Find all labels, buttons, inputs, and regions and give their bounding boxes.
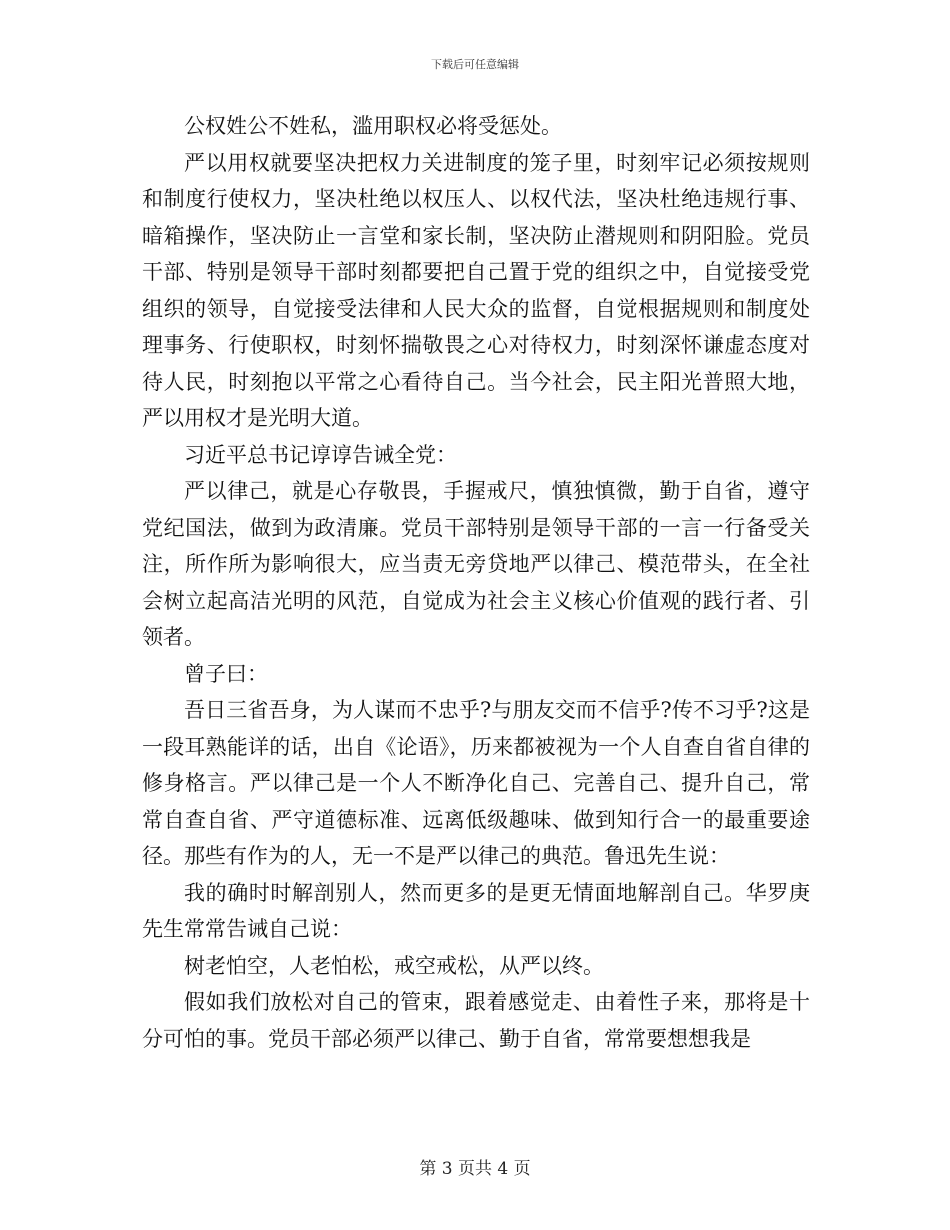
paragraph: 曾子曰： <box>184 661 268 686</box>
page-header: 下载后可任意编辑 <box>431 58 519 71</box>
paragraph: 严以用权就要坚决把权力关进制度的笼子里，时刻牢记必须按规则和制度行使权力，坚决杜绝以权压人、以权代法，坚决杜绝违规行事、暗箱操作，坚决防止一言堂和家长制，坚决防止潜规则和阴阳脸。党员干部、特别是领导干部时刻都要把自己置于党的组织之中，自觉接受党组织的领导，自觉接受法律和人民大众的监督，自觉根据规则和制度处理事务、行使职权，时刻怀揣敬畏之心对待权力，时刻深怀谦虚态度对待人民，时刻抱以平常之心看待自己。当今社会，民主阳光普照大地，严以用权才是光明大道。 <box>142 150 810 430</box>
paragraph: 吾日三省吾身，为人谋而不忠乎?与朋友交而不信乎?传不习乎?这是一段耳熟能详的话，出自《论语》，历来都被视为一个人自查自省自律的修身格言。严以律己是一个人不断净化自己、完善自己、提升自己，常常自查自省、严守道德标准、远离低级趣味、做到知行合一的最重要途径。那些有作为的人，无一不是严以律己的典范。鲁迅先生说： <box>142 698 810 868</box>
paragraph: 公权姓公不姓私，滥用职权必将受惩处。 <box>184 114 562 138</box>
document-body <box>142 108 810 1057</box>
paragraph: 习近平总书记谆谆告诫全党： <box>184 442 457 467</box>
paragraph: 严以律己，就是心存敬畏，手握戒尺，慎独慎微，勤于自省，遵守党纪国法，做到为政清廉。党员干部特别是领导干部的一言一行备受关注，所作所为影响很大，应当责无旁贷地严以律己、模范带头，在全社会树立起高洁光明的风范，自觉成为社会主义核心价值观的践行者、引领者。 <box>142 479 810 649</box>
paragraph: 树老怕空，人老怕松，戒空戒松，从严以终。 <box>184 953 604 978</box>
page-footer: 第 3 页共 4 页 <box>419 1159 531 1179</box>
paragraph: 假如我们放松对自己的管束，跟着感觉走、由着性子来，那将是十分可怕的事。党员干部必须严以律己、勤于自省，常常要想想我是 <box>142 990 810 1051</box>
paragraph: 我的确时时解剖别人，然而更多的是更无情面地解剖自己。华罗庚先生常常告诫自己说： <box>142 880 810 941</box>
